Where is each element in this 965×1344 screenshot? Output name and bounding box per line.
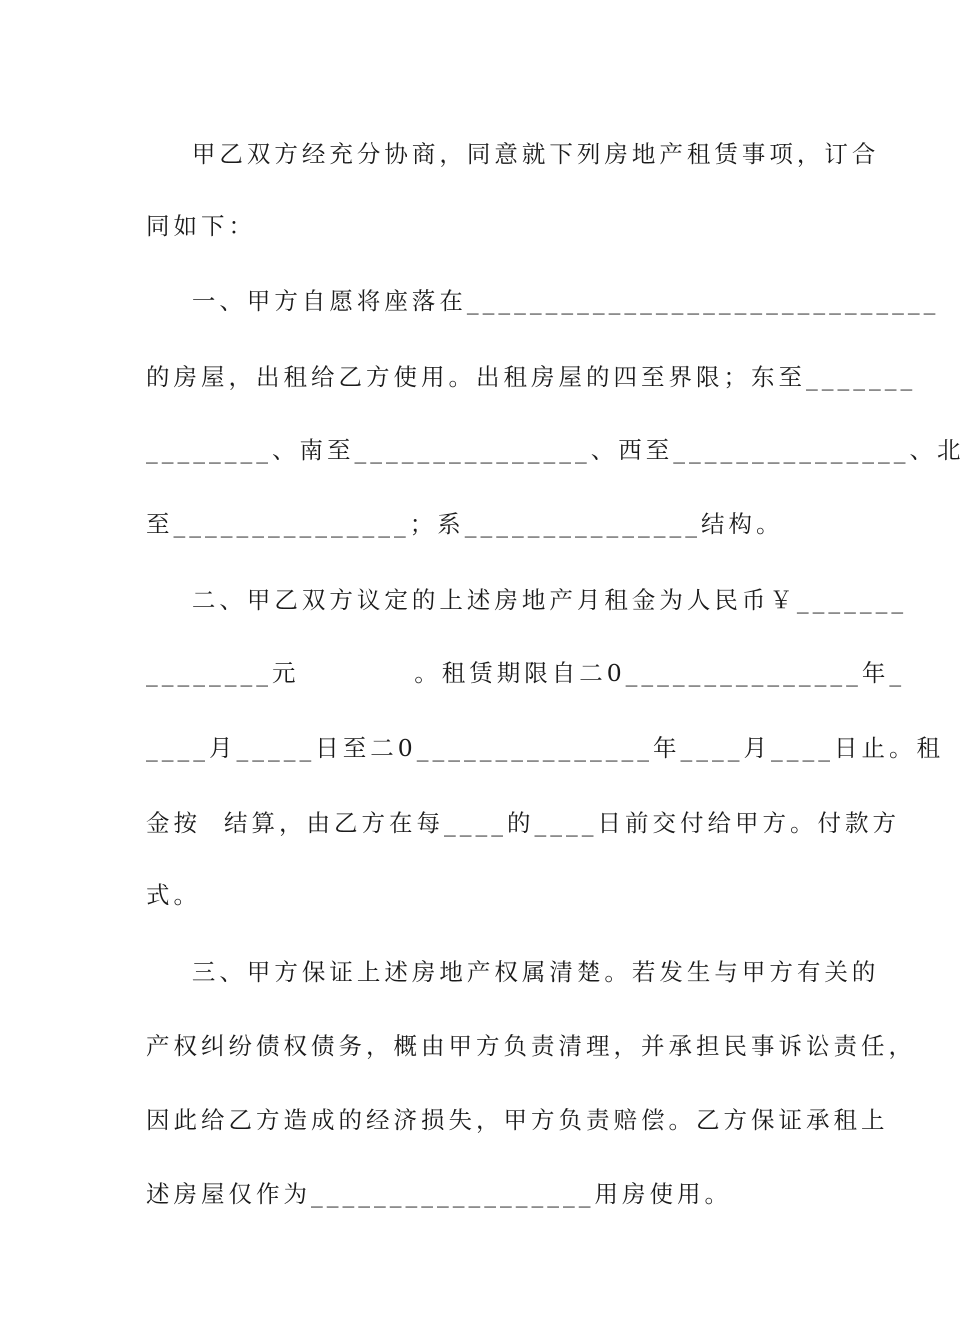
text-line: 因此给乙方造成的经济损失，甲方负责赔偿。乙方保证承租上 (146, 1106, 889, 1134)
text-line: ____月_____日至二0_______________年____月____日止。租 (146, 734, 944, 762)
text-line: ________、南至_______________、西至_______________、北 (146, 436, 965, 464)
text-line: 金按 结算，由乙方在每____的____日前交付给甲方。付款方 (146, 809, 900, 837)
text-line: 同如下： (146, 212, 256, 240)
text-line: ________元 。租赁期限自二0_______________年_ (146, 659, 906, 687)
text-line: 述房屋仅作为__________________用房使用。 (146, 1180, 732, 1208)
text-line: 至_______________；系_______________结构。 (146, 510, 784, 538)
text-line: 产权纠纷债权债务，概由甲方负责清理，并承担民事诉讼责任， (146, 1032, 916, 1060)
text-line: 一、甲方自愿将座落在______________________________ (146, 287, 940, 315)
text-line: 的房屋，出租给乙方使用。出租房屋的四至界限；东至_______ (146, 363, 917, 391)
text-line: 甲乙双方经充分协商，同意就下列房地产租赁事项，订合 (146, 140, 880, 168)
text-line: 二、甲乙双方议定的上述房地产月租金为人民币￥_______ (146, 586, 908, 614)
text-line: 三、甲方保证上述房地产权属清楚。若发生与甲方有关的 (146, 958, 880, 986)
text-line: 式。 (146, 881, 201, 909)
